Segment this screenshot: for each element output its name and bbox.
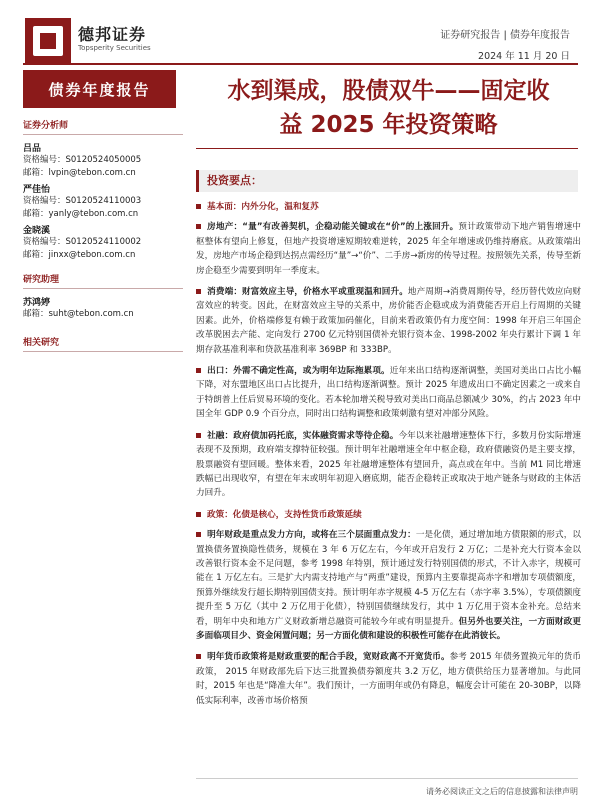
report-date: 2024 年 11 月 20 日: [478, 51, 570, 62]
analyst-name: 金晓溪: [23, 226, 51, 236]
analyst-cert: 资格编号：S0120524110002: [23, 237, 142, 247]
analyst-cert: 资格编号：S0120524110003: [23, 196, 142, 206]
analyst-cert: 资格编号：S0120524050005: [23, 155, 142, 165]
related-research-heading: 相关研究: [23, 335, 183, 352]
report-category-tag: 债券年度报告: [23, 70, 176, 108]
header-divider: [23, 63, 578, 65]
sidebar: [23, 118, 183, 358]
list-item: 社融：政府债加码托底，实体融资需求等待企稳。今年以来社融增速整体下行，多数月份实际增速表现不及预期，政府端支撑特征较强。预计明年社融增速全年中枢企稳，政府债融资仍是主要支撑，股票融资有望回暖。整体来看，2025 年社融增速整体有望回升，高点或在年中。当前 M1 同比增速跌幅已出现收窄，有望在年末或明年初迎入磨底期，能否企稳转正或取决于地产链条与财政的主体活力回升。: [196, 430, 581, 499]
list-item: 房地产：“量”有改善契机，企稳动能关键或在“价”的上涨回升。预计政策带动下地产销售增速中枢整体有望向上修复，但地产投资增速短期较难逆转，2025 年全年增速或仍维持磨底。从政策端出发，房地产市场企稳到达拐点需经历“量”→“价”、二手房→新房的传导过程。按照领先关系，传导至新房企稳至少需要到明年一季度末。: [196, 222, 581, 276]
footer-divider: [196, 778, 578, 779]
brand-logo: [25, 18, 71, 64]
analysts-heading: 证券分析师: [23, 118, 183, 135]
report-body: [196, 200, 581, 715]
analyst-email[interactable]: 邮箱：yanly@tebon.com.cn: [23, 209, 139, 219]
analyst-name: 严佳怡: [23, 185, 51, 195]
list-item: 消费端：财富效应主导，价格水平或重现温和回升。地产周期→消费周期传导，经历替代效应向财富效应的转变。因此，在财富效应主导的关系中，房价能否企稳或成为消费能否开启上行周期的关键因素。此外，价格端修复有赖于政策加码催化，目前来看政策仍有力度空间：1998 年开启三年国企改革脱困去产能、定向发行 2700 亿元特别国债补充银行资本金、1998-2002 年央行累计下调 1 年期存款基准利率和贷款基准利率 369BP 和 333BP。: [196, 287, 581, 355]
analyst-name: 吕品: [23, 144, 42, 154]
key-points-header: 投资要点：: [196, 170, 578, 192]
disclaimer-footer: 请务必阅读正文之后的信息披露和法律声明: [426, 787, 578, 796]
list-item: 明年货币政策将是财政重要的配合手段，宽财政离不开宽货币。参考 2015 年债务置换元年的货币政策， 2015 年财政部先后下达三批置换债券额度共 3.2 万亿，地方债供给压力显著增加。与此同时，2015 年也是“降准大年”。我们预计，一方面明年或仍有降息，幅度会计可能在 20-30BP，以降低实际利率，改善市场价格预: [196, 652, 581, 706]
title-divider: [196, 148, 578, 149]
report-type: 证券研究报告 | 债券年度报告: [440, 30, 570, 41]
report-title: 水到渠成，股债双牛——固定收 益 2025 年投资策略: [227, 78, 550, 138]
section-heading: 基本面：内外分化，温和复苏: [196, 200, 581, 214]
assistant-email[interactable]: 邮箱：suht@tebon.com.cn: [23, 309, 134, 319]
section-heading: 政策：化债是核心，支持性货币政策延续: [196, 508, 581, 522]
brand-name: 德邦证券: [78, 25, 147, 44]
analyst-email[interactable]: 邮箱：jinxx@tebon.com.cn: [23, 250, 136, 260]
assistant-name: 苏鸿婷: [23, 298, 51, 308]
analyst-email[interactable]: 邮箱：lvpin@tebon.com.cn: [23, 168, 136, 178]
list-item: 明年财政是重点发力方向，或将在三个层面重点发力：一是化债，通过增加地方债限额的形式，以置换债务置换隐性债务，规模在 3 年 6 万亿左右，今年或开启发行 2 万亿；二是补充大行资本金以改善银行资本金不足问题，参考 1998 年特别，预计通过发行特别国债的形式，不计入赤字，规模可能在 1 万亿左右。三是扩大内需支持地产与“两重”建设，预算内主要靠提高赤字和增加专项债额度，预算外继续发行超长期特别国债支持。预计明年赤字规模 4-5 万亿左右（赤字率 3.5%），专项债额度提升至 5 万亿（其中 2 万亿用于化债），特别国债继续发行，其中 1 万亿用于资本金补充。总结来看，明年中央和地方广义财政新增总融资可能较今年或有明显提升。但另外也要关注，一方面财政更多面临项目少、资金闲置问题；另一方面化债和建设的积极性可能存在此消彼长。: [196, 530, 581, 641]
brand-name-en: Topsperity Securities: [78, 44, 151, 52]
assistant-heading: 研究助理: [23, 272, 183, 289]
list-item: 出口：外需不确定性高，或为明年边际拖累项。近年来出口结构逐渐调整，美国对美出口占比小幅下降，对东盟地区出口占比提升，出口结构逐渐调整。预计 2025 年遗成出口不确定因素之一或来自于特朗普上任后贸易环境的变化。若本轮加增关税导致对美出口商品总额减少 30%，约占 2023 年中国全年 GDP 0.9 个百分点，同时出口结构调整和政策刺激有望对冲部分风险。: [196, 366, 581, 420]
